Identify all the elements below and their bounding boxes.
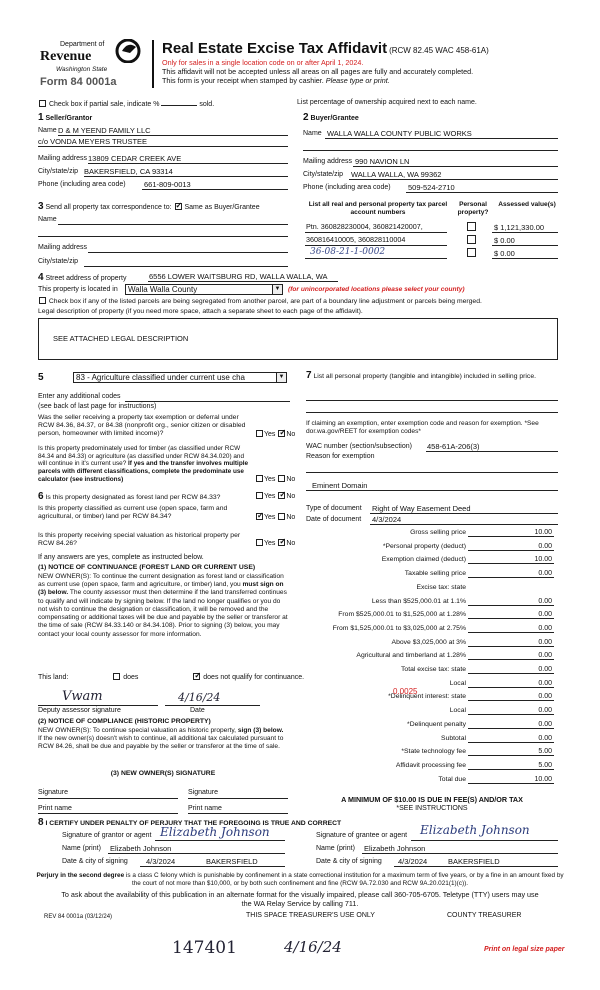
county-treasurer: COUNTY TREASURER [447, 912, 522, 919]
grantor-city[interactable]: BAKERSFIELD [206, 857, 258, 866]
seller-city[interactable]: BAKERSFIELD, CA 93314 [84, 167, 173, 176]
calc-row-label: *Delinquent penalty [407, 720, 466, 728]
sec7-line-1[interactable] [306, 400, 558, 401]
calc-row [306, 543, 556, 554]
calc-row-label: From $1,525,000.01 to $3,025,000 at 2.75% [332, 624, 466, 632]
sec4-street-row [38, 272, 126, 284]
seller-name-label: Name [38, 127, 57, 134]
calc-row-value: 10.00 [534, 556, 552, 564]
alternate-format-notice: To ask about the availability of this publication in an alternate format for the visually impaired, please call 360-705-6705. Teletype (TTY) users may use the WA Relay Service by calling 711. [61, 890, 539, 908]
owner-sig-line-1[interactable] [38, 798, 178, 799]
sec5-see-back: (see back of last page for instructions) [38, 403, 157, 410]
owner-signature-label-1: Signature [38, 789, 68, 796]
calc-row [306, 776, 556, 787]
sec6-q2-no: No [286, 514, 296, 521]
chevron-down-icon[interactable]: ▼ [272, 285, 282, 294]
sig-grantor-label: Signature of grantor or agent [62, 832, 152, 839]
sec6-q1-answers [255, 492, 295, 501]
minimum-due: A MINIMUM OF $10.00 IS DUE IN FEE(S) AND/OR TAX [341, 795, 523, 804]
sec6-q2-yes: Yes [264, 514, 276, 521]
seller-city-label: City/state/zip [38, 168, 79, 175]
sec3-text: Send all property tax correspondence to: [45, 204, 172, 211]
form-rcw: (RCW 82.45 WAC 458-61A) [389, 46, 489, 55]
calc-row [306, 598, 556, 609]
calc-row-label: Subtotal [441, 734, 466, 742]
owner-signature-label-2: Signature [188, 789, 218, 796]
grantor-signature[interactable]: Elizabeth Johnson [160, 825, 270, 839]
buyer-name-line2 [303, 150, 558, 151]
sec6-q3: Is this property receiving special valuation as historical property per RCW 84.26? [38, 532, 241, 548]
parcels-col1: List all real and personal property tax parcel account numbers [308, 201, 448, 216]
land-use-select[interactable] [73, 372, 287, 383]
sec7-line-2[interactable] [306, 412, 558, 413]
sec3-mail-line [88, 252, 288, 253]
sec6-n1-b: must sign on (3) below. [38, 581, 284, 597]
sec7-reason-line-2 [306, 490, 558, 491]
calc-row-label: Total excise tax: state [401, 666, 466, 673]
seller-mail-label: Mailing address [38, 155, 88, 162]
deputy-sig-line [38, 705, 158, 706]
calc-row-label: Agricultural and timberland at 1.28% [356, 652, 466, 660]
perjury-notice [36, 872, 564, 887]
stamp-number: 147401 [172, 938, 237, 958]
owner-print-label-2: Print name [188, 805, 222, 812]
sec6-q1-no-checkbox[interactable] [278, 492, 285, 499]
calc-row [306, 721, 556, 732]
buyer-mail[interactable]: 990 NAVION LN [355, 157, 410, 166]
form-number: Form 84 0001a [40, 76, 117, 88]
sec6-n3-title: (3) NEW OWNER(S) SIGNATURE [110, 770, 216, 777]
calc-row [306, 693, 556, 704]
sec4-located-label: This property is located in [38, 286, 118, 293]
sec6-n2-c: If the new owner(s) doesn't wish to continue, all additional tax calculated pursuant to RCW 84.26, shall be due and payable by the seller or transferor at the time of sale. [38, 735, 284, 751]
calc-row [306, 762, 556, 773]
parcel-value-3[interactable]: $ 0.00 [494, 249, 515, 258]
grantor-date[interactable]: 4/3/2024 [146, 857, 176, 866]
grantee-date[interactable]: 4/3/2024 [398, 857, 428, 866]
calc-row [306, 570, 556, 581]
sig-grantee-label: Signature of grantee or agent [316, 832, 408, 839]
buyer-mail-label: Mailing address [303, 158, 353, 165]
owner-print-label-1: Print name [38, 805, 72, 812]
deputy-signature[interactable]: Vwam [62, 689, 103, 704]
calc-row-label: *Personal property (deduct) [382, 542, 466, 550]
calc-row-value: 0.00 [538, 624, 552, 632]
form-title: Real Estate Excise Tax Affidavit [162, 40, 388, 57]
sec3-name-line2 [38, 236, 288, 237]
deputy-date-label: Date [190, 707, 205, 714]
local-rate: 0.0025 [393, 687, 418, 696]
header-divider [152, 40, 154, 88]
calc-row-label: From $525,000.01 to $1,525,000 at 1.28% [338, 611, 466, 619]
grantee-date-label: Date & city of signing [316, 858, 382, 865]
sec3-same: Same as Buyer/Grantee [184, 204, 260, 211]
rev-number: REV 84 0001a (03/12/24) [44, 914, 113, 920]
parcel-number-3[interactable]: 36-08-21-1-0002 [310, 247, 386, 257]
sec7-claim: If claiming an exemption, enter exemption code and reason for exemption. *See dor.wa.gov/REET for exemption codes* [306, 420, 539, 435]
personal-property-checkbox-3[interactable] [467, 248, 476, 257]
calc-row [306, 611, 556, 622]
sec4-unincorp: (for unincorporated locations please select your county) [288, 286, 465, 293]
sec7-doc-type-line [370, 513, 558, 514]
parcel-number-2[interactable]: 360816410005, 360828110004 [306, 235, 406, 244]
sec3-num: 3 [38, 201, 44, 212]
buyer-name-line1 [325, 138, 558, 139]
parcel-val-line-3 [492, 258, 558, 259]
sec6-q1-row [38, 491, 258, 503]
sec3-name-line1 [58, 224, 288, 225]
seller-name2[interactable]: c/o VONDA MEYERS TRUSTEE [38, 137, 148, 146]
buyer-city-label: City/state/zip [303, 171, 344, 178]
sec3-heading [38, 201, 260, 213]
parcel-val-line-1 [492, 232, 558, 233]
sec3-city-label: City/state/zip [38, 258, 79, 265]
sec5-q1 [38, 414, 253, 438]
seller-mail-line [88, 163, 288, 164]
legal-paper-note: Print on legal size paper [484, 946, 565, 953]
sec4-street-label: Street address of property [45, 275, 127, 282]
calc-row [306, 735, 556, 746]
sec5-q1-no-checkbox[interactable] [278, 430, 285, 437]
grantor-name-label: Name (print) [62, 845, 101, 852]
seller-title: Seller/Grantor [45, 115, 93, 122]
calc-row-label: Less than $525,000.01 at 1.1% [371, 597, 466, 605]
seller-phone-label: Phone (including area code) [38, 181, 126, 188]
buyer-city[interactable]: WALLA WALLA, WA 99362 [351, 170, 442, 179]
parcel-value-1[interactable]: $ 1,121,330.00 [494, 223, 545, 232]
sec7-wac[interactable]: 458-61A-206(3) [427, 442, 480, 451]
same-as-buyer-checkbox[interactable] [175, 203, 182, 210]
notice-accept: This affidavit will not be accepted unless all areas on all pages are fully and accurately completed. [162, 67, 474, 76]
partial-sale-checkbox[interactable] [39, 100, 46, 107]
calc-row-label: Above $3,025,000 at 3% [391, 638, 466, 646]
notice-receipt-row [162, 77, 390, 86]
parcel-val-line-2 [492, 245, 558, 246]
buyer-city-line [349, 179, 558, 180]
sec7-wac-line [426, 451, 558, 452]
calc-row-value: 5.00 [538, 761, 552, 769]
sec5-q2b: If yes and the transfer involves multiple parcels with different classifications, complete the predominate use calculator (see instructions) [38, 460, 249, 483]
sec4-num: 4 [38, 272, 44, 283]
parcel-line-3 [305, 258, 447, 259]
land-use-value: 83 - Agriculture classified under current use cha [76, 373, 245, 382]
sec5-q2a: Is this property predominately used for timber (as classified under RCW 84.34 and 84.33) or agriculture (as classified under RCW 84.34.020) and will continue in it's current use? [38, 445, 245, 468]
sec6-n2-a: NEW OWNER(S): To continue special valuation as historic property, [38, 727, 237, 734]
sec8-num: 8 [38, 817, 44, 828]
grantor-name[interactable]: Elizabeth Johnson [110, 844, 172, 853]
grantor-date-label: Date & city of signing [62, 858, 128, 865]
sec7-doc-date-line [370, 524, 558, 525]
seller-phone[interactable]: 661-809-0013 [144, 180, 191, 189]
calc-row-value: 0.00 [538, 611, 552, 619]
seller-heading [38, 112, 92, 124]
grantee-date-line [394, 866, 558, 867]
revenue-emblem-icon [114, 39, 142, 63]
dor-logo [38, 38, 148, 88]
sec6-n2-b: sign (3) below. [237, 727, 284, 734]
sec6-q3-no: No [286, 540, 296, 547]
owner-print-line-1[interactable] [38, 813, 178, 814]
segregated-checkbox[interactable] [39, 297, 46, 304]
partial-pct-field[interactable] [161, 99, 197, 106]
legal-description: SEE ATTACHED LEGAL DESCRIPTION [53, 334, 189, 343]
grantee-city[interactable]: BAKERSFIELD [448, 857, 500, 866]
calc-row-label: Exemption claimed (deduct) [381, 556, 466, 564]
grantee-name-line [362, 853, 558, 854]
calc-row-label: Affidavit processing fee [395, 761, 466, 769]
calc-row-label: Taxable selling price [404, 570, 466, 578]
calc-row-label: Gross selling price [410, 529, 466, 536]
owner-print-line-2[interactable] [188, 813, 288, 814]
sec6-q1-no: No [286, 493, 296, 500]
sig-grantor-line [155, 840, 285, 841]
sec5-codes-line [125, 401, 290, 402]
calc-row-value: 0.00 [538, 570, 552, 578]
calc-row [306, 707, 556, 718]
seller-mail[interactable]: 13809 CEDAR CREEK AVE [88, 154, 182, 163]
calc-row [306, 556, 556, 567]
parcel-line-2 [305, 245, 447, 246]
sec6-q2: Is this property classified as current use (open space, farm and agricultural, or timber) land per RCW 84.34? [38, 505, 228, 521]
sec5-q2 [38, 445, 253, 483]
grantee-name-label: Name (print) [316, 845, 355, 852]
parcel-number-1[interactable]: Ptn. 360828230004, 360821420007, [306, 222, 423, 231]
sec5-q1-yes-checkbox[interactable] [256, 430, 263, 437]
sec6-does-not: does not qualify for continuance. [203, 674, 305, 681]
calc-row [306, 652, 556, 663]
sec5-q2-no: No [286, 476, 296, 483]
buyer-phone-line [406, 192, 558, 193]
buyer-phone-label: Phone (including area code) [303, 184, 391, 191]
parcels-col3: Assessed value(s) [498, 201, 556, 208]
buyer-name-label: Name [303, 130, 322, 137]
county-select[interactable] [125, 284, 283, 295]
sec6-q1-yes-checkbox[interactable] [256, 492, 263, 499]
calc-row-value: 5.00 [538, 748, 552, 756]
dept-line2: Revenue [40, 49, 92, 64]
calc-row-label: Total due [438, 775, 466, 783]
grantor-date-line [140, 866, 285, 867]
calc-row-value: 0.00 [538, 679, 552, 687]
dept-line1: Department of [60, 41, 105, 48]
calc-row-label: *State technology fee [401, 748, 466, 756]
sec5-q1-yes: Yes [264, 431, 276, 438]
parcels-col2: Personal property? [457, 201, 489, 216]
calc-row [306, 529, 556, 540]
seller-phone-line [142, 189, 288, 190]
grantee-signature[interactable]: Elizabeth Johnson [420, 823, 530, 837]
perjury-text: is a class C felony which is punishable by confinement in a state correctional institution for a maximum term of five years, or by a fine in an amount fixed by the court of not more than $10,000, or by both such confinement and fine (RCW 9A.72.030 and RCW 9A.20.021(1)(c)). [125, 872, 564, 887]
partial-sale-row [38, 99, 214, 109]
buyer-num: 2 [303, 112, 309, 123]
sec7-reason[interactable]: Eminent Domain [312, 481, 368, 490]
sec3-name-label: Name [38, 216, 57, 223]
sec6-this-land: This land: [38, 674, 69, 681]
calc-row-value: 0.00 [538, 693, 552, 701]
form-title-row [162, 40, 489, 58]
calc-row-value: 0.00 [538, 666, 552, 673]
land-does-checkbox[interactable] [113, 673, 120, 680]
sec4-segregated: Check box if any of the listed parcels are being segregated from another parcel, are part of a boundary line adjustment or parcels being merged. [48, 298, 482, 305]
grantor-name-line [108, 853, 285, 854]
calc-row [306, 666, 556, 677]
sec6-num: 6 [38, 491, 44, 502]
buyer-title: Buyer/Grantee [310, 115, 359, 122]
sec5-codes-label: Enter any additional codes [38, 393, 121, 400]
sec6-q3-no-checkbox[interactable] [278, 539, 285, 546]
deputy-sig-label: Deputy assessor signature [38, 707, 121, 714]
calc-row-label: *Delinquent interest: state [388, 693, 466, 701]
sec5-q2-answers [255, 475, 295, 484]
seller-name1[interactable]: D & M YEEND FAMILY LLC [58, 126, 151, 135]
deputy-sign-date[interactable]: 4/16/24 [178, 691, 221, 704]
deputy-date-line [165, 705, 260, 706]
partial-sold-label: sold. [199, 101, 215, 108]
sec4-legal-label: Legal description of property (if you need more space, attach a separate sheet to each page of the affidavit). [38, 308, 363, 315]
calc-row-value: 0.00 [538, 597, 552, 605]
sec5-q1-no: No [286, 431, 296, 438]
sec6-q2-answers [255, 513, 295, 522]
parcel-line-1 [305, 232, 447, 233]
dept-line3: Washington State [56, 66, 108, 73]
sec6-q3-answers [255, 539, 295, 548]
partial-sale-label: Check box if partial sale, indicate % [48, 101, 160, 108]
sec6-n1-a: NEW OWNER(S): To continue the current designation as forest land or classification as current use (open space, farm and agriculture, or timber) land, you [38, 573, 284, 589]
calc-row-value: 10.00 [534, 529, 552, 536]
sec4-street-line [148, 281, 338, 282]
sec6-q2-no-checkbox[interactable] [278, 513, 285, 520]
sec7-doc-type-label: Type of document [306, 505, 362, 512]
sec7-doc-date-label: Date of document [306, 516, 362, 523]
sec6-q3-yes: Yes [264, 540, 276, 547]
county-select-value: Walla Walla County [128, 285, 198, 294]
chevron-down-icon[interactable]: ▼ [276, 373, 286, 382]
treasurer-only: THIS SPACE TREASURER'S USE ONLY [246, 912, 375, 919]
calc-row-label: Local [449, 707, 466, 715]
buyer-name1[interactable]: WALLA WALLA COUNTY PUBLIC WORKS [327, 129, 472, 138]
notice-print: Please type or print. [325, 76, 390, 85]
stamp-date: 4/16/24 [284, 938, 342, 956]
sec5-q2-yes: Yes [264, 476, 276, 483]
buyer-phone[interactable]: 509-524-2710 [408, 183, 455, 192]
buyer-mail-line [353, 166, 558, 167]
sec6-n2 [38, 727, 288, 752]
parcel-value-2[interactable]: $ 0.00 [494, 236, 515, 245]
sec3-city-line [84, 266, 288, 267]
sec6-q1: Is this property designated as forest land per RCW 84.33? [45, 494, 221, 501]
see-instructions: *SEE INSTRUCTIONS [396, 805, 468, 812]
calc-row [306, 625, 556, 636]
calc-row-value: 0.00 [538, 734, 552, 742]
sec7-reason-label: Reason for exemption [306, 453, 375, 460]
legal-description-box[interactable] [38, 318, 558, 360]
sec6-if-yes: If any answers are yes, complete as instructed below. [38, 554, 204, 561]
sec6-does: does [123, 674, 139, 681]
seller-name-line1 [58, 135, 288, 136]
notice-receipt: This form is your receipt when stamped by cashier. [162, 76, 324, 85]
sec5-q2-yes-checkbox[interactable] [256, 475, 263, 482]
sec7-doc-date[interactable]: 4/3/2024 [372, 515, 402, 524]
personal-property-checkbox-1[interactable] [467, 222, 476, 231]
calc-row-value: 0.00 [538, 707, 552, 715]
sec6-n1-title: (1) NOTICE OF CONTINUANCE (FOREST LAND OR CURRENT USE) [38, 564, 256, 571]
seller-num: 1 [38, 112, 44, 123]
seller-city-line [84, 176, 288, 177]
buyer-heading [303, 112, 359, 124]
sec5-num: 5 [38, 372, 44, 383]
grantee-name[interactable]: Elizabeth Johnson [364, 844, 426, 853]
sec7-wac-label: WAC number (section/subsection) [306, 443, 412, 450]
calc-row [306, 584, 556, 595]
personal-property-checkbox-2[interactable] [467, 235, 476, 244]
sig-grantee-line [411, 840, 558, 841]
seller-name-line2 [38, 146, 288, 147]
sec6-n2-title: (2) NOTICE OF COMPLIANCE (HISTORIC PROPERTY) [38, 718, 211, 725]
calc-row-value: 10.00 [534, 775, 552, 783]
calc-row-label: Excise tax: state [416, 583, 466, 591]
notice-date: Only for sales in a single location code on or after April 1, 2024. [162, 58, 364, 67]
sec6-q2-yes-checkbox[interactable] [256, 513, 263, 520]
sec7-num: 7 [306, 370, 312, 381]
sec7-text: List all personal property (tangible and intangible) included in selling price. [313, 373, 536, 380]
sec6-q1-yes: Yes [264, 493, 276, 500]
owner-sig-line-2[interactable] [188, 798, 288, 799]
sec6-q3-yes-checkbox[interactable] [256, 539, 263, 546]
calc-row [306, 680, 556, 691]
sec7-doc-type[interactable]: Right of Way Easement Deed [372, 504, 471, 513]
sec7-row [306, 370, 558, 382]
sec8-certify: I CERTIFY UNDER PENALTY OF PERJURY THAT THE FOREGOING IS TRUE AND CORRECT [45, 820, 342, 827]
calc-row [306, 748, 556, 759]
sec4-street[interactable]: 6556 LOWER WAITSBURG RD, WALLA WALLA, WA [149, 272, 328, 281]
calc-row-value: 0.00 [538, 652, 552, 660]
sec3-mail-label: Mailing address [38, 244, 88, 251]
sec6-n1 [38, 573, 288, 639]
calc-row [306, 639, 556, 650]
land-does-not-checkbox[interactable] [193, 673, 200, 680]
calc-row-value: 0.00 [538, 542, 552, 550]
sec5-q1-answers [255, 430, 295, 439]
sec4-segregated-row [38, 297, 482, 306]
sec5-q1-text: Was the seller receiving a property tax exemption or deferral under RCW 84.36, 84.37, or 84.38 (nonprofit org., senior citizen or disabled person, homeowner with limited income)? [38, 414, 246, 438]
perjury-bold: Perjury in the second degree [36, 872, 125, 879]
calc-row-value: 0.00 [538, 638, 552, 646]
sec5-q2-no-checkbox[interactable] [278, 475, 285, 482]
sec6-this-land-row [38, 673, 304, 682]
ownership-note: List percentage of ownership acquired next to each name. [297, 99, 477, 106]
calc-row-value: 0.00 [538, 720, 552, 728]
calc-row-label: Local [449, 679, 466, 687]
sec6-n1-c: The county assessor must then determine if the land transferred continues to qualify and will indicate by signing below. If the land no longer qualifies or you do not wish to continue the designation or classification, it will be removed and the compensating or additional taxes will be due and payable by the seller or transferor at the time of sale (RCW 84.33.140 or 84.34.108). Prior to signing (3) below, you may contact your local county assessor for more information. [38, 589, 288, 638]
sec7-reason-line-1 [306, 472, 558, 473]
